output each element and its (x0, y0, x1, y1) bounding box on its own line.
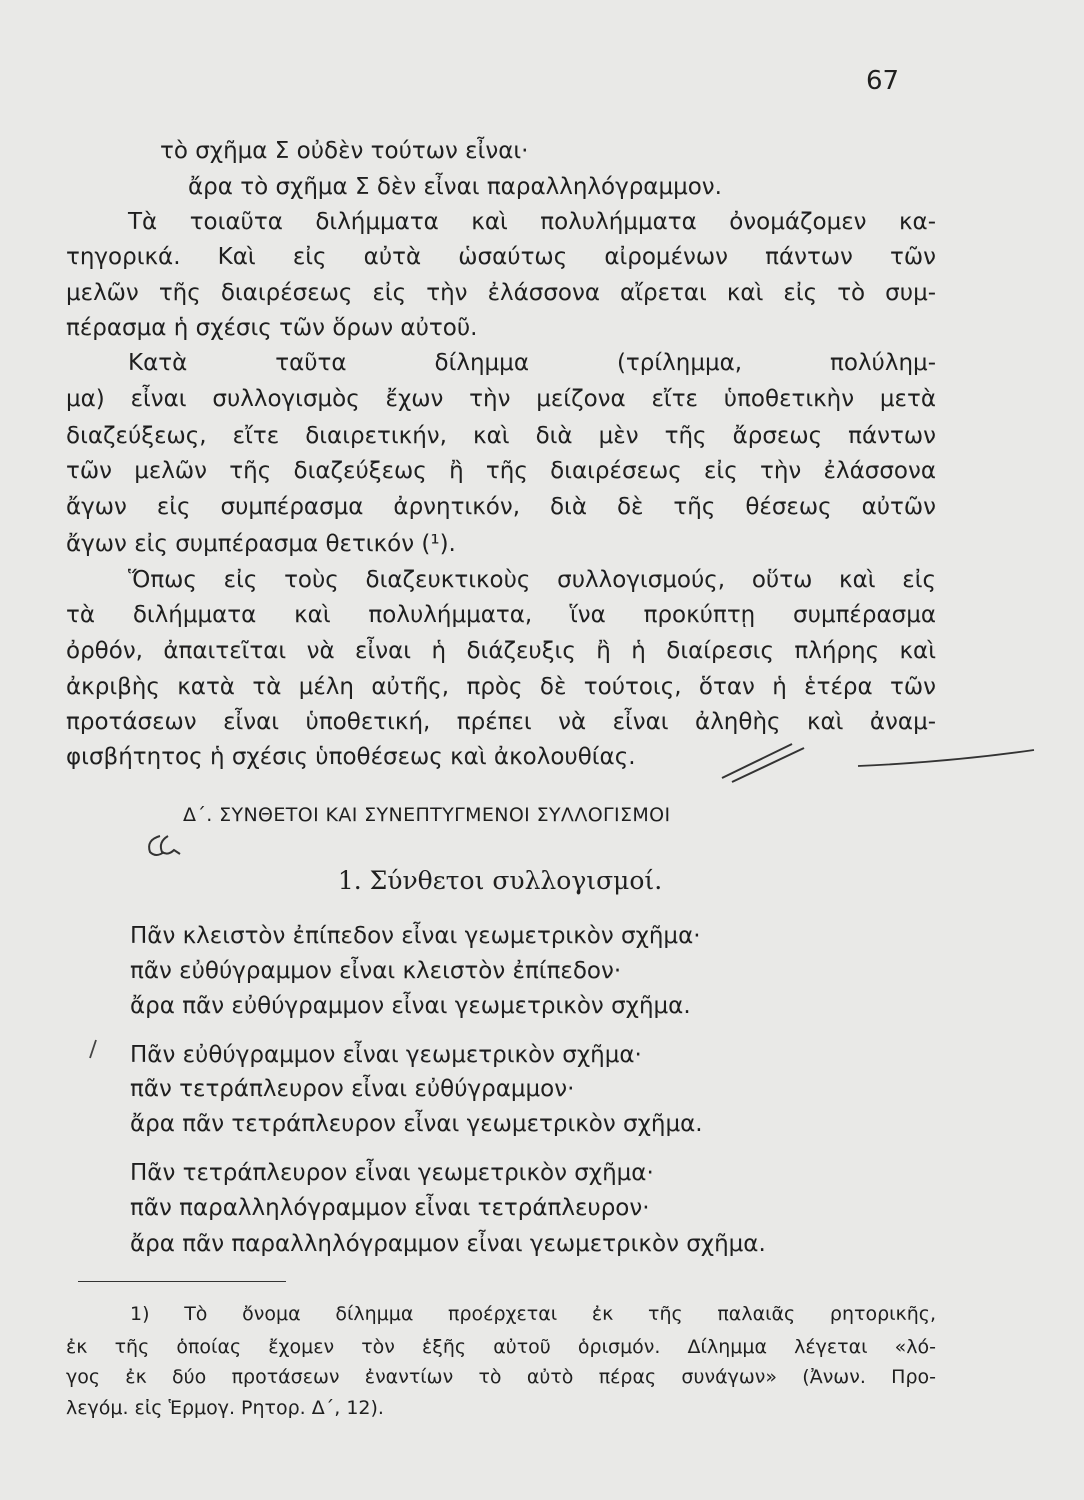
paragraph-line: πέρασμα ἡ σχέσις τῶν ὅρων αὐτοῦ. (66, 315, 478, 341)
paragraph-line: τὰ διλήμματα καὶ πολυλήμματα, ἵνα προκύπτῃ συμπέρασμα (66, 602, 936, 628)
syllogism-line: Πᾶν κλειστὸν ἐπίπεδον εἶναι γεωμετρικὸν σχῆμα· (130, 923, 701, 949)
syllogism-line: πᾶν εὐθύγραμμον εἶναι κλειστὸν ἐπίπεδον· (130, 958, 622, 984)
syllogism-line: πᾶν παραλληλόγραμμον εἶναι τετράπλευρον· (130, 1195, 650, 1221)
pen-scribble-mark (161, 836, 180, 854)
pen-stroke-mark (732, 748, 804, 782)
paragraph-line: τὸ σχῆμα Σ οὐδὲν τούτων εἶναι· (160, 138, 529, 164)
paragraph-line: ἄγων εἰς συμπέρασμα ἀρνητικόν, διὰ δὲ τῆς θέσεως αὐτῶν (66, 494, 936, 520)
footnote-line: 1) Τὸ ὄνομα δίλημμα προέρχεται ἐκ τῆς παλαιᾶς ρητορικῆς, (130, 1303, 936, 1325)
footnote-line: ἐκ τῆς ὁποίας ἔχομεν τὸν ἑξῆς αὐτοῦ ὁρισμόν. Δίλημμα λέγεται «λό- (66, 1336, 936, 1358)
footnote-line: λεγόμ. εἰς Ἑρμογ. Ρητορ. Δ΄, 12). (66, 1397, 384, 1419)
paragraph-line: Κατὰ ταῦτα δίλημμα (τρίλημμα, πολύλημ- (128, 350, 936, 376)
paragraph-line: προτάσεων εἶναι ὑποθετική, πρέπει νὰ εἶναι ἀληθὴς καὶ ἀναμ- (66, 709, 936, 735)
paragraph-line: τηγορικά. Καὶ εἰς αὐτὰ ὡσαύτως αἰρομένων πάντων τῶν (66, 244, 936, 270)
page-number: 67 (866, 66, 900, 96)
paragraph-line: ὀρθόν, ἀπαιτεῖται νὰ εἶναι ἡ διάζευξις ἢ ἡ διαίρεσις πλήρης καὶ (66, 638, 936, 664)
pen-stroke-line (858, 750, 1034, 766)
paragraph-line: ἀκριβὴς κατὰ τὰ μέλη αὐτῆς, πρὸς δὲ τούτοις, ὅταν ἡ ἑτέρα τῶν (66, 674, 936, 700)
syllogism-line: ἄρα πᾶν τετράπλευρον εἶναι γεωμετρικὸν σχῆμα. (130, 1111, 703, 1137)
pen-tick-mark (90, 1040, 96, 1058)
subsection-title: 1. Σύνθετοι συλλογισμοί. (337, 866, 663, 895)
paragraph-line: μελῶν τῆς διαιρέσεως εἰς τὴν ἐλάσσονα αἴρεται καὶ εἰς τὸ συμ- (66, 280, 936, 306)
section-heading: Δ΄. ΣΥΝΘΕΤΟΙ ΚΑΙ ΣΥΝΕΠΤΥΓΜΕΝΟΙ ΣΥΛΛΟΓΙΣΜΟΙ (183, 804, 671, 826)
pen-stroke-mark (722, 744, 792, 778)
syllogism-line: πᾶν τετράπλευρον εἶναι εὐθύγραμμον· (130, 1076, 575, 1102)
syllogism-line: Πᾶν τετράπλευρον εἶναι γεωμετρικὸν σχῆμα· (130, 1160, 654, 1186)
paragraph-line: ἄρα τὸ σχῆμα Σ δὲν εἶναι παραλληλόγραμμον. (188, 174, 722, 200)
paragraph-line: τῶν μελῶν τῆς διαζεύξεως ἢ τῆς διαιρέσεως εἰς τὴν ἐλάσσονα (66, 458, 936, 484)
paragraph-line: φισβήτητος ἡ σχέσις ὑποθέσεως καὶ ἀκολουθίας. (66, 744, 636, 770)
paragraph-line: Ὅπως εἰς τοὺς διαζευκτικοὺς συλλογισμούς, οὕτω καὶ εἰς (128, 567, 936, 593)
footnote-line: γος ἐκ δύο προτάσεων ἐναντίων τὸ αὐτὸ πέρας συνάγων» (Ἀνων. Προ- (66, 1366, 936, 1388)
syllogism-line: ἄρα πᾶν παραλληλόγραμμον εἶναι γεωμετρικὸν σχῆμα. (130, 1231, 766, 1257)
paragraph-line: διαζεύξεως, εἴτε διαιρετικήν, καὶ διὰ μὲν τῆς ἄρσεως πάντων (66, 423, 936, 449)
paragraph-line: μα) εἶναι συλλογισμὸς ἔχων τὴν μείζονα εἴτε ὑποθετικὴν μετὰ (66, 386, 936, 412)
paragraph-line: ἄγων εἰς συμπέρασμα θετικόν (¹). (66, 531, 456, 557)
syllogism-line: ἄρα πᾶν εὐθύγραμμον εἶναι γεωμετρικὸν σχῆμα. (130, 993, 691, 1019)
syllogism-line: Πᾶν εὐθύγραμμον εἶναι γεωμετρικὸν σχῆμα· (130, 1042, 642, 1068)
paragraph-line: Τὰ τοιαῦτα διλήμματα καὶ πολυλήμματα ὀνομάζομεν κα- (128, 209, 936, 235)
